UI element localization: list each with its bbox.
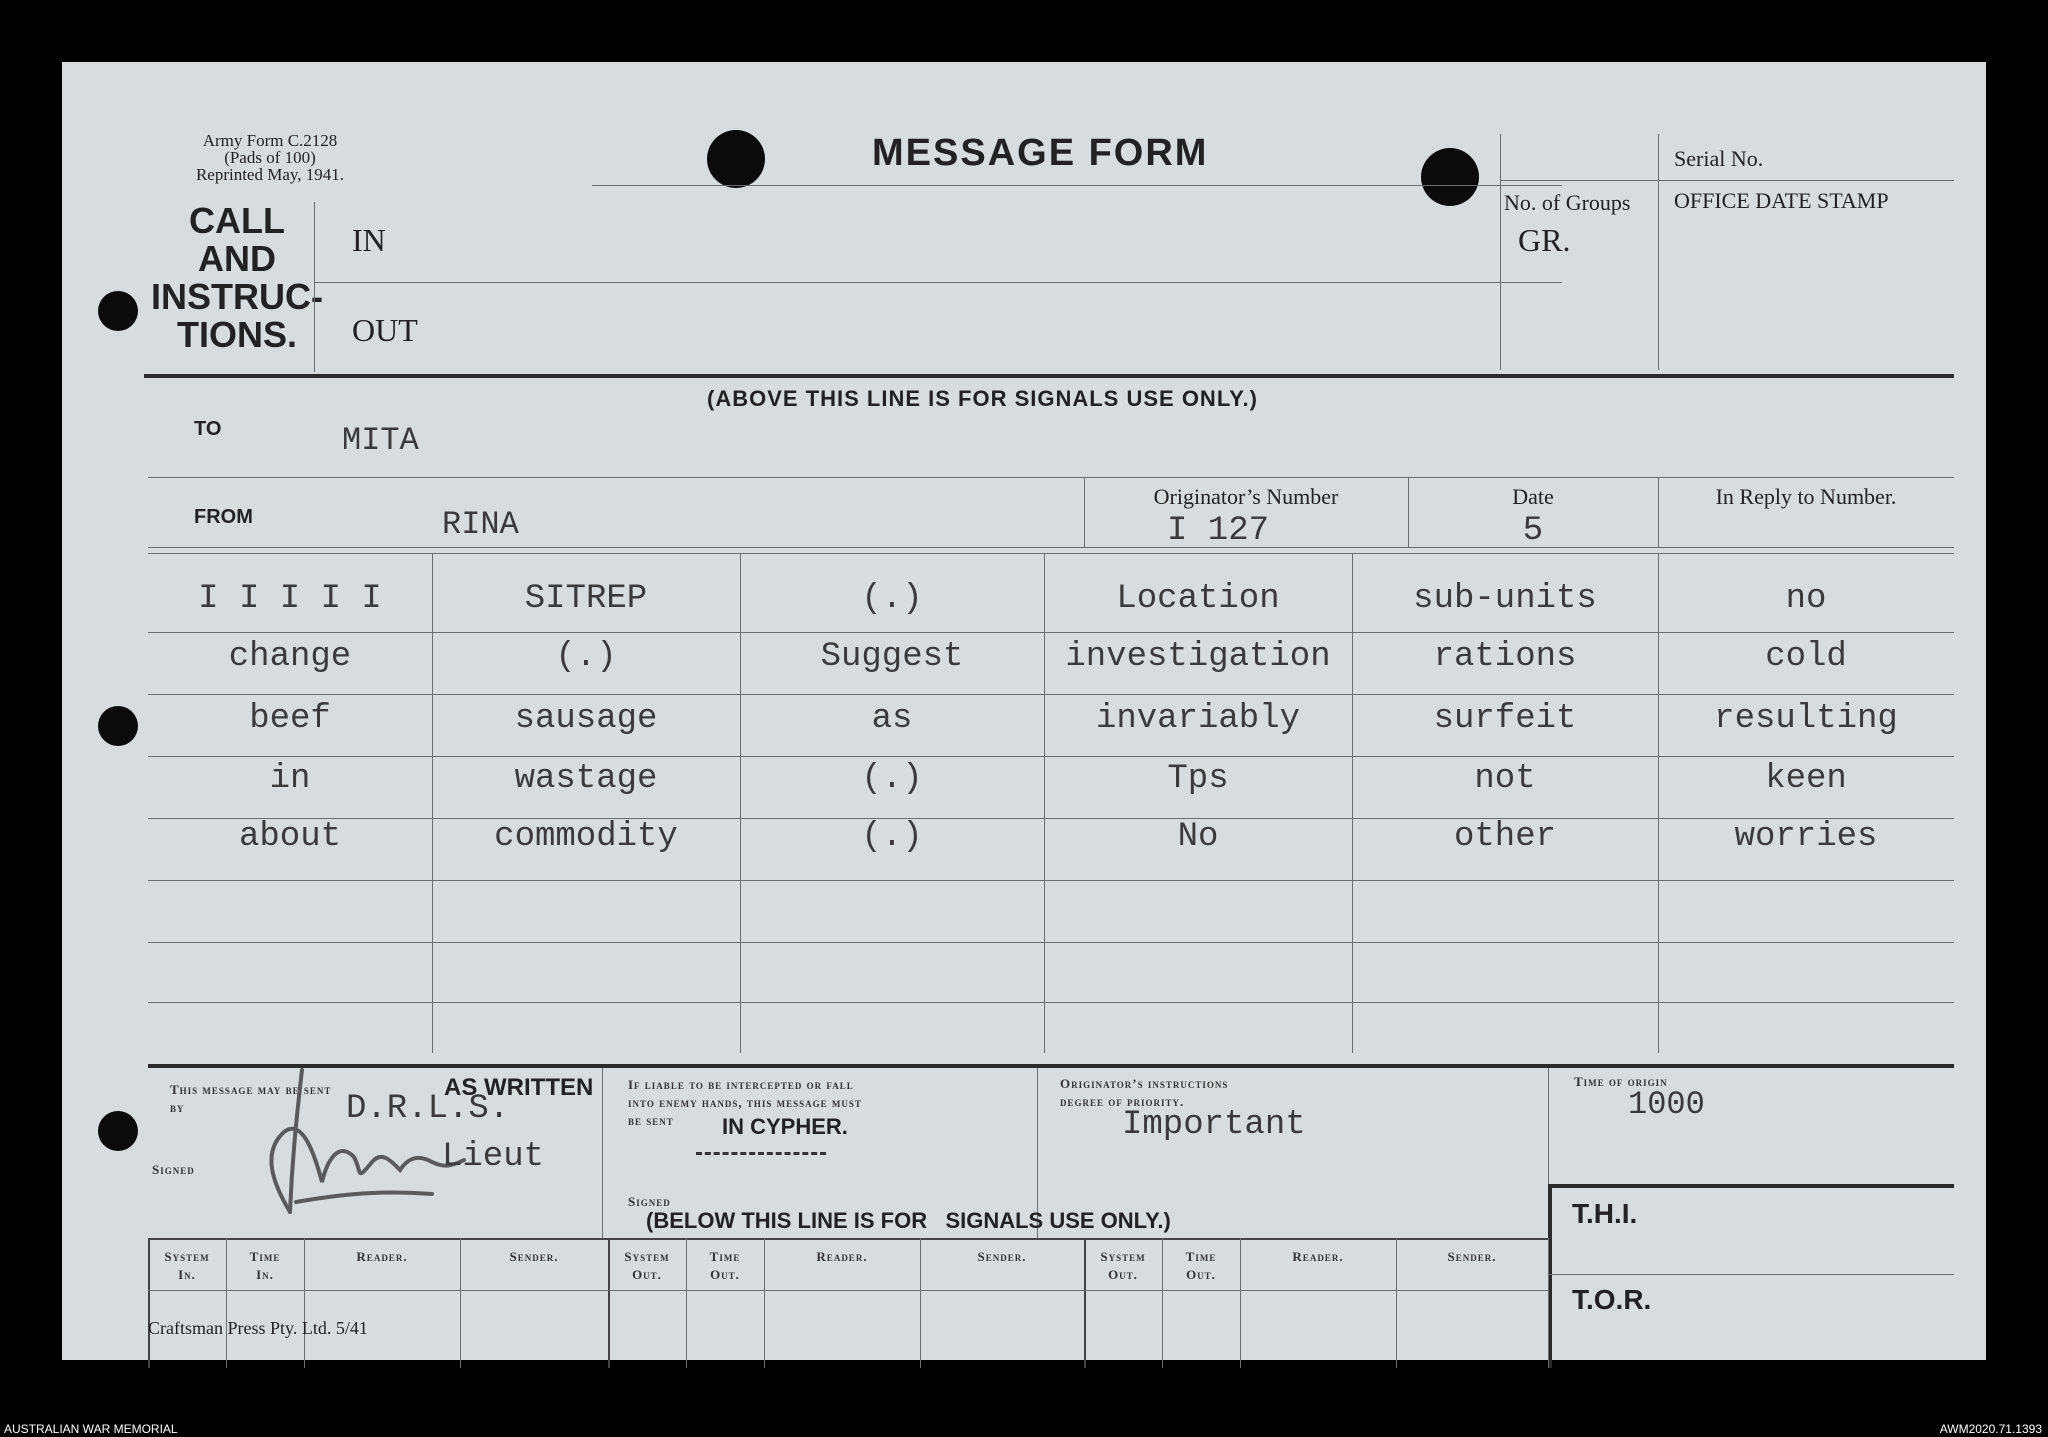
army-form-number: Army Form C.2128	[202, 131, 338, 150]
office-date-stamp-label: OFFICE DATE STAMP	[1674, 188, 1889, 213]
signals-log-header-line: Out.	[632, 1267, 662, 1282]
thi-label: T.H.I.	[1572, 1198, 1638, 1229]
punch-hole	[98, 1111, 138, 1151]
signals-log-header	[226, 1248, 304, 1284]
punch-hole	[707, 130, 765, 188]
to-label: TO	[194, 418, 222, 440]
footer-archive-name: AUSTRALIAN WAR MEMORIAL	[4, 1422, 178, 1436]
signals-log-header	[304, 1248, 460, 1266]
by-label: by	[170, 1100, 185, 1115]
message-word: Location	[1116, 580, 1280, 618]
signals-log-header	[460, 1248, 608, 1266]
tor-label: T.O.R.	[1572, 1284, 1652, 1315]
in-label: IN	[352, 222, 386, 258]
message-word: invariably	[1095, 700, 1301, 738]
signals-log-header-line: Sender.	[1447, 1249, 1497, 1264]
from-value: RINA	[442, 506, 519, 543]
message-form-paper	[62, 62, 1986, 1360]
message-word: other	[1453, 818, 1557, 856]
message-word: worries	[1734, 818, 1878, 856]
message-word: cold	[1765, 638, 1847, 676]
footer-accession-number: AWM2020.71.1393	[1939, 1422, 2042, 1436]
signals-log-header-line: Reader.	[356, 1249, 408, 1264]
signals-log-header-line: Out.	[710, 1267, 740, 1282]
message-word: not	[1474, 760, 1536, 798]
signals-log-header-line: System	[1100, 1249, 1146, 1264]
priority-value: Important	[1122, 1106, 1306, 1144]
message-word: (.)	[861, 760, 923, 798]
signed-label-2: Signed	[628, 1194, 671, 1209]
serial-no-label: Serial No.	[1674, 146, 1764, 171]
pads-note: (Pads of 100)	[224, 148, 316, 167]
signals-log-header	[1084, 1248, 1162, 1284]
signed-rank: Lieut	[442, 1138, 545, 1176]
message-word: No	[1177, 818, 1219, 856]
message-word: in	[269, 760, 311, 798]
message-word: change	[228, 638, 352, 676]
gr-label: GR.	[1518, 222, 1571, 258]
message-word: SITREP	[524, 580, 648, 618]
message-word: investigation	[1065, 638, 1331, 676]
from-label: FROM	[194, 506, 253, 528]
signals-log-header-line: System	[624, 1249, 670, 1264]
message-word: Tps	[1167, 760, 1229, 798]
signals-log-header	[920, 1248, 1084, 1266]
signals-log-header	[764, 1248, 920, 1266]
message-word: commodity	[494, 818, 678, 856]
printer-imprint: Craftsman Press Pty. Ltd. 5/41	[148, 1318, 368, 1338]
signals-log-header-line: Reader.	[1292, 1249, 1344, 1264]
signed-label: Signed	[152, 1162, 195, 1177]
message-word: (.)	[555, 638, 617, 676]
below-signals-line: (BELOW THIS LINE IS FOR SIGNALS USE ONLY.)	[646, 1208, 1171, 1233]
out-label: OUT	[352, 312, 418, 348]
punch-hole	[1421, 148, 1479, 206]
signals-log-header	[1240, 1248, 1396, 1266]
signals-log-header-line: Time	[709, 1249, 741, 1264]
punch-hole	[98, 706, 138, 746]
message-word: about	[238, 818, 342, 856]
time-of-origin-label: Time of origin	[1574, 1074, 1668, 1089]
message-word: no	[1785, 580, 1827, 618]
signals-log-header-line: Time	[249, 1249, 281, 1264]
message-word: sausage	[514, 700, 658, 738]
call-and-instructions: CALL AND INSTRUC- TIONS.	[151, 200, 323, 355]
signals-log-header	[686, 1248, 764, 1284]
form-title: MESSAGE FORM	[872, 132, 1209, 174]
punch-hole	[98, 291, 138, 331]
signals-use-line: (ABOVE THIS LINE IS FOR SIGNALS USE ONLY.)	[707, 386, 1258, 411]
originators-number: I 127	[1167, 512, 1270, 550]
message-word: wastage	[514, 760, 658, 798]
message-word: rations	[1433, 638, 1577, 676]
message-word: Suggest	[820, 638, 964, 676]
message-word: beef	[249, 700, 331, 738]
signals-log-header-line: Sender.	[977, 1249, 1027, 1264]
message-word: surfeit	[1433, 700, 1577, 738]
message-word: keen	[1765, 760, 1847, 798]
signals-log-header-line: In.	[178, 1267, 196, 1282]
originators-instructions-label: Originator’s instructions	[1060, 1076, 1229, 1091]
signals-log-header-line: Out.	[1108, 1267, 1138, 1282]
signals-log-header-line: Time	[1185, 1249, 1217, 1264]
drls: D.R.L.S.	[346, 1090, 510, 1128]
signals-log-header-line: In.	[256, 1267, 274, 1282]
no-of-groups-label: No. of Groups	[1504, 190, 1631, 215]
date-label: Date	[1512, 484, 1554, 509]
message-word: resulting	[1714, 700, 1898, 738]
message-word: sub-units	[1413, 580, 1597, 618]
cypher-instructions: If liable to be intercepted or fall into enemy hands, this message must be sent	[628, 1077, 862, 1128]
to-value: MITA	[342, 422, 419, 459]
message-word: I I I I I	[198, 580, 382, 618]
signals-log-header-line: System	[164, 1249, 210, 1264]
message-word: as	[871, 700, 913, 738]
reprint-note: Reprinted May, 1941.	[195, 165, 345, 184]
may-be-sent-label: This message may be sent	[170, 1082, 332, 1097]
signals-log-header	[148, 1248, 226, 1284]
signals-log-header	[608, 1248, 686, 1284]
date-value: 5	[1522, 512, 1544, 550]
signals-log-header-line: Reader.	[816, 1249, 868, 1264]
in-reply-label: In Reply to Number.	[1715, 484, 1897, 509]
degree-priority-label: degree of priority.	[1060, 1094, 1185, 1109]
time-of-origin: 1000	[1628, 1086, 1705, 1123]
message-word: (.)	[861, 580, 923, 618]
originators-number-label: Originator’s Number	[1153, 484, 1339, 509]
signals-log-header	[1396, 1248, 1548, 1266]
form-number	[150, 132, 390, 183]
message-word: (.)	[861, 818, 923, 856]
as-written: AS WRITTEN	[444, 1074, 594, 1101]
signals-log-header-line: Sender.	[509, 1249, 559, 1264]
in-cypher: IN CYPHER.	[722, 1114, 848, 1139]
signals-log-header	[1162, 1248, 1240, 1284]
signals-log-header-line: Out.	[1186, 1267, 1216, 1282]
